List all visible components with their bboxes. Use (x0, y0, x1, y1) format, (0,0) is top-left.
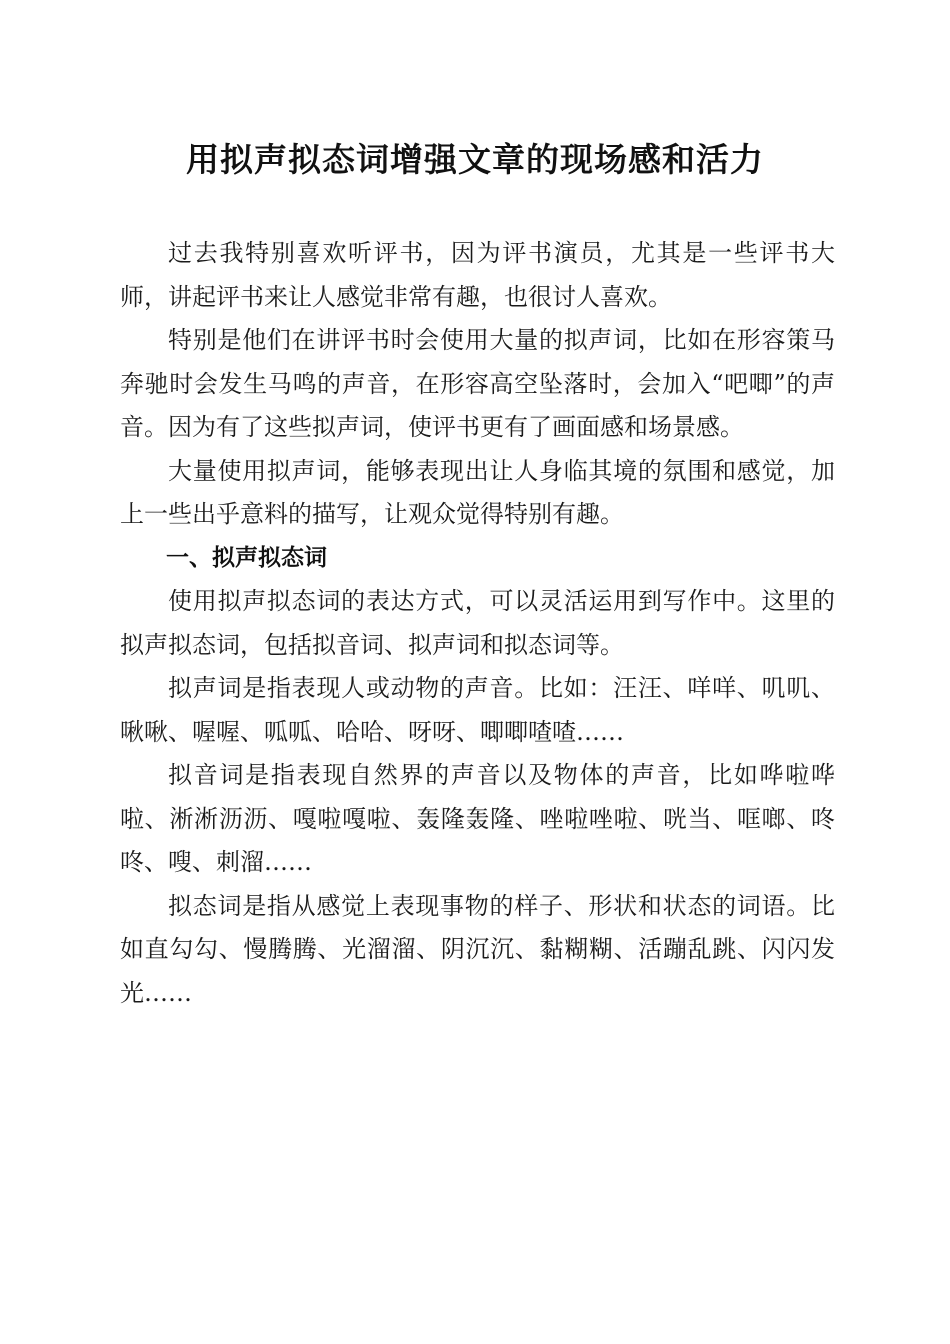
paragraph: 拟音词是指表现自然界的声音以及物体的声音，比如哗啦哗啦、淅淅沥沥、嘎啦嘎啦、轰隆轰隆、唑啦唑啦、咣当、哐啷、咚咚、嗖、刺溜…… (120, 761, 835, 876)
document-body (120, 232, 835, 1015)
document-title: 用拟声拟态词增强文章的现场感和活力 (186, 140, 764, 179)
paragraph: 使用拟声拟态词的表达方式，可以灵活运用到写作中。这里的拟声拟态词，包括拟音词、拟声词和拟态词等。 (120, 587, 835, 659)
paragraph: 特别是他们在讲评书时会使用大量的拟声词，比如在形容策马奔驰时会发生马鸣的声音，在形容高空坠落时，会加入“吧唧”的声音。因为有了这些拟声词，使评书更有了画面感和场景感。 (120, 326, 835, 441)
paragraph: 过去我特别喜欢听评书，因为评书演员，尤其是一些评书大师，讲起评书来让人感觉非常有趣，也很讨人喜欢。 (120, 239, 835, 311)
paragraph: 拟声词是指表现人或动物的声音。比如：汪汪、咩咩、叽叽、啾啾、喔喔、呱呱、哈哈、呀呀、唧唧喳喳…… (120, 674, 835, 746)
paragraph: 大量使用拟声词，能够表现出让人身临其境的氛围和感觉，加上一些出乎意料的描写，让观众觉得特别有趣。 (120, 456, 835, 528)
paragraph: 拟态词是指从感觉上表现事物的样子、形状和状态的词语。比如直勾勾、慢腾腾、光溜溜、阴沉沉、黏糊糊、活蹦乱跳、闪闪发光…… (120, 891, 835, 1007)
section-heading: 一、拟声拟态词 (166, 544, 327, 571)
